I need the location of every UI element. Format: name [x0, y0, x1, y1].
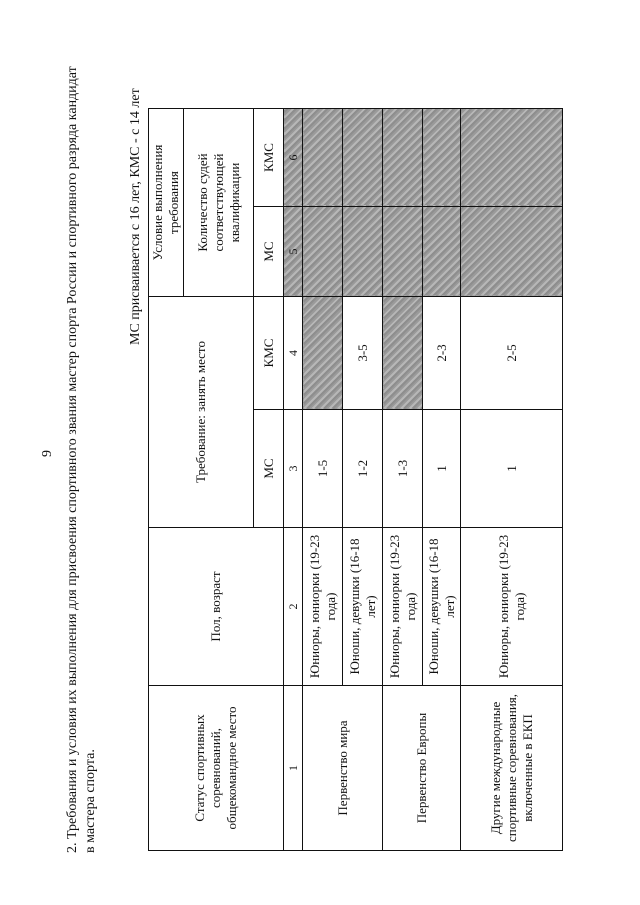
requirements-table [148, 108, 563, 851]
header-ms: МС [254, 410, 284, 528]
age-note: МС присваивается с 16 лет, КМС - с 14 лет [128, 88, 143, 345]
header-status: Статус спортивных соревнований, общекомандное место [149, 686, 284, 851]
row-cell-judges-ms [383, 207, 423, 297]
row-cell-judges-ms [303, 207, 343, 297]
header-kms: КМС [254, 297, 284, 410]
row-cell-judges-ms [343, 207, 383, 297]
row-cell-gender: Юниоры, юниорки (19-23 года) [461, 528, 563, 686]
row-cell-kms: 2-3 [423, 297, 461, 410]
row-cell-judges-kms [343, 109, 383, 207]
header-requirement: Требование: занять место [149, 297, 254, 528]
col-num-1: 1 [284, 686, 303, 851]
row-cell-kms: 3-5 [343, 297, 383, 410]
row-cell-gender: Юноши, девушки (16-18 лет) [343, 528, 383, 686]
row-cell-ms: 1-5 [303, 410, 343, 528]
row-cell-judges-kms [423, 109, 461, 207]
row-cell-gender: Юниоры, юниорки (19-23 года) [303, 528, 343, 686]
row-cell-kms [303, 297, 343, 410]
header-judges: Количество судей соответствующей квалификации [184, 109, 254, 297]
row-cell-kms: 2-5 [461, 297, 563, 410]
header-gender-age: Пол, возраст [149, 528, 284, 686]
col-num-4: 4 [284, 297, 303, 410]
row-cell-ms: 1 [461, 410, 563, 528]
row-cell-judges-ms [461, 207, 563, 297]
row-cell-judges-kms [383, 109, 423, 207]
row-other-international: Другие международные спортивные соревнования, включенные в ЕКП [461, 686, 563, 851]
header-ms-2: МС [254, 207, 284, 297]
header-condition: Условие выполнения требования [149, 109, 184, 297]
row-cell-judges-kms [461, 109, 563, 207]
page-number: 9 [40, 450, 55, 457]
row-cell-judges-kms [303, 109, 343, 207]
col-num-2: 2 [284, 528, 303, 686]
col-num-5: 5 [284, 207, 303, 297]
row-cell-ms: 1 [423, 410, 461, 528]
row-cell-gender: Юниоры, юниорки (19-23 года) [383, 528, 423, 686]
row-world-championship: Первенство мира [303, 686, 383, 851]
row-cell-judges-ms [423, 207, 461, 297]
row-european-championship: Первенство Европы [383, 686, 461, 851]
col-num-3: 3 [284, 410, 303, 528]
section-heading: 2. Требования и условия их выполнения для присвоения спортивного звания мастер спорта России и спортивного разряда кандидат в мастера спорта. [65, 66, 98, 853]
header-kms-2: КМС [254, 109, 284, 207]
row-cell-ms: 1-2 [343, 410, 383, 528]
row-cell-kms [383, 297, 423, 410]
row-cell-ms: 1-3 [383, 410, 423, 528]
col-num-6: 6 [284, 109, 303, 207]
row-cell-gender: Юноши, девушки (16-18 лет) [423, 528, 461, 686]
